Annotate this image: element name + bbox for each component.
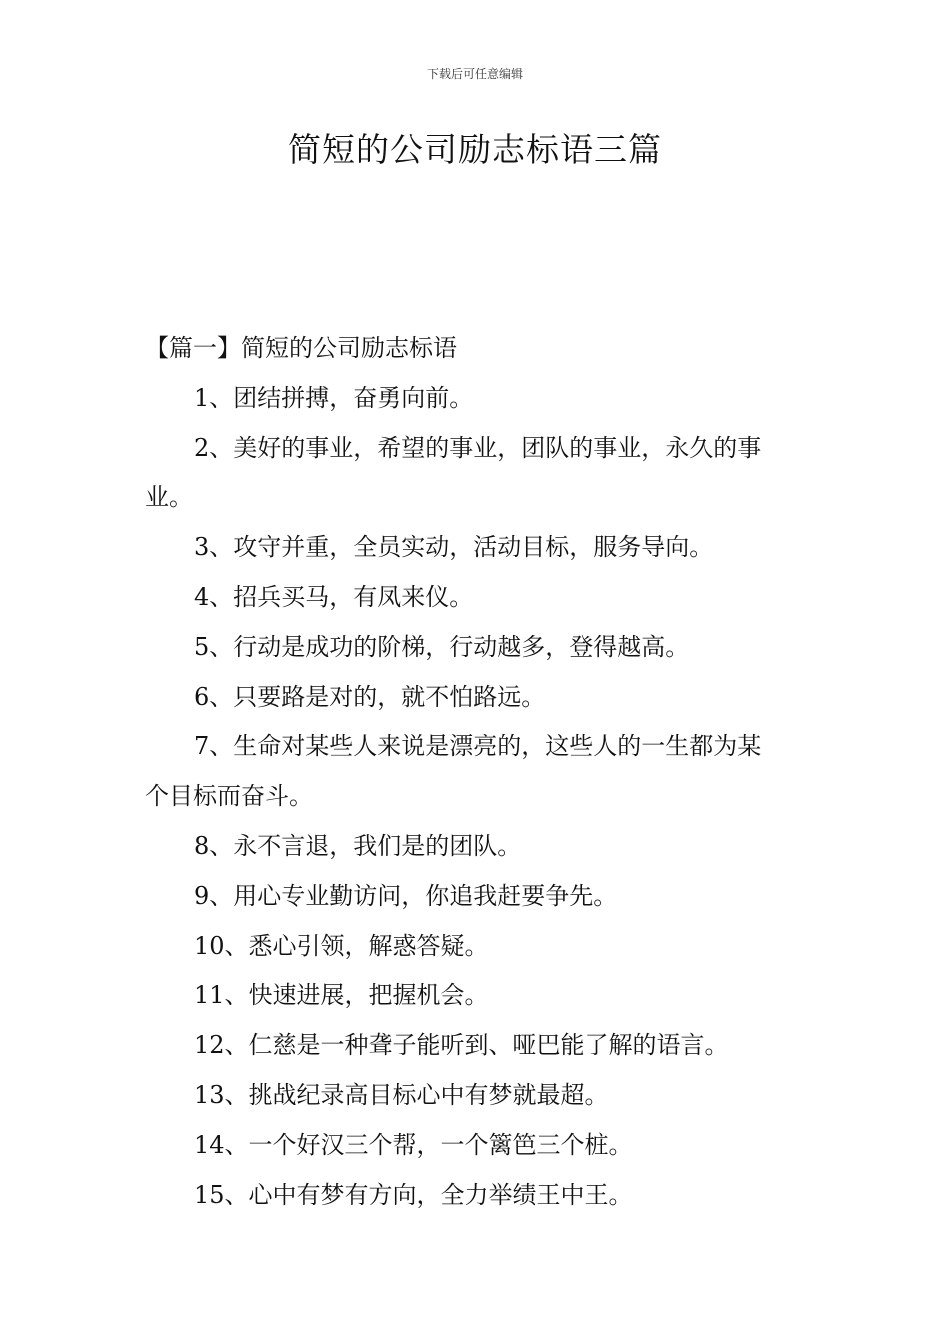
list-item: 8、永不言退，我们是的团队。 [194,831,522,860]
list-item: 12、仁慈是一种聋子能听到、哑巴能了解的语言。 [194,1031,729,1060]
list-item: 6、只要路是对的，就不怕路远。 [194,682,546,711]
list-item-continuation: 个目标而奋斗。 [145,782,313,811]
list-item: 9、用心专业勤访问，你追我赶要争先。 [194,881,618,910]
list-item: 4、招兵买马，有凤来仪。 [194,582,474,611]
list-item-continuation: 业。 [145,483,193,512]
list-item: 3、攻守并重，全员实动，活动目标，服务导向。 [194,533,714,562]
list-item: 1、团结拼搏，奋勇向前。 [194,383,474,412]
document-title: 简短的公司励志标语三篇 [288,130,662,169]
list-item: 14、一个好汉三个帮，一个篱笆三个桩。 [194,1130,633,1159]
list-item: 5、行动是成功的阶梯，行动越多，登得越高。 [194,632,690,661]
list-item: 15、心中有梦有方向，全力举绩王中王。 [194,1180,633,1209]
list-item: 7、生命对某些人来说是漂亮的，这些人的一生都为某 [194,732,762,761]
list-item: 2、美好的事业，希望的事业，团队的事业，永久的事 [194,433,762,462]
list-item: 13、挑战纪录高目标心中有梦就最超。 [194,1080,609,1109]
section-heading: 【篇一】简短的公司励志标语 [145,334,457,362]
header-note: 下载后可任意编辑 [426,67,523,81]
list-item: 11、快速进展，把握机会。 [194,981,489,1010]
list-item: 10、悉心引领，解惑答疑。 [194,931,489,960]
document-body [145,324,810,1220]
